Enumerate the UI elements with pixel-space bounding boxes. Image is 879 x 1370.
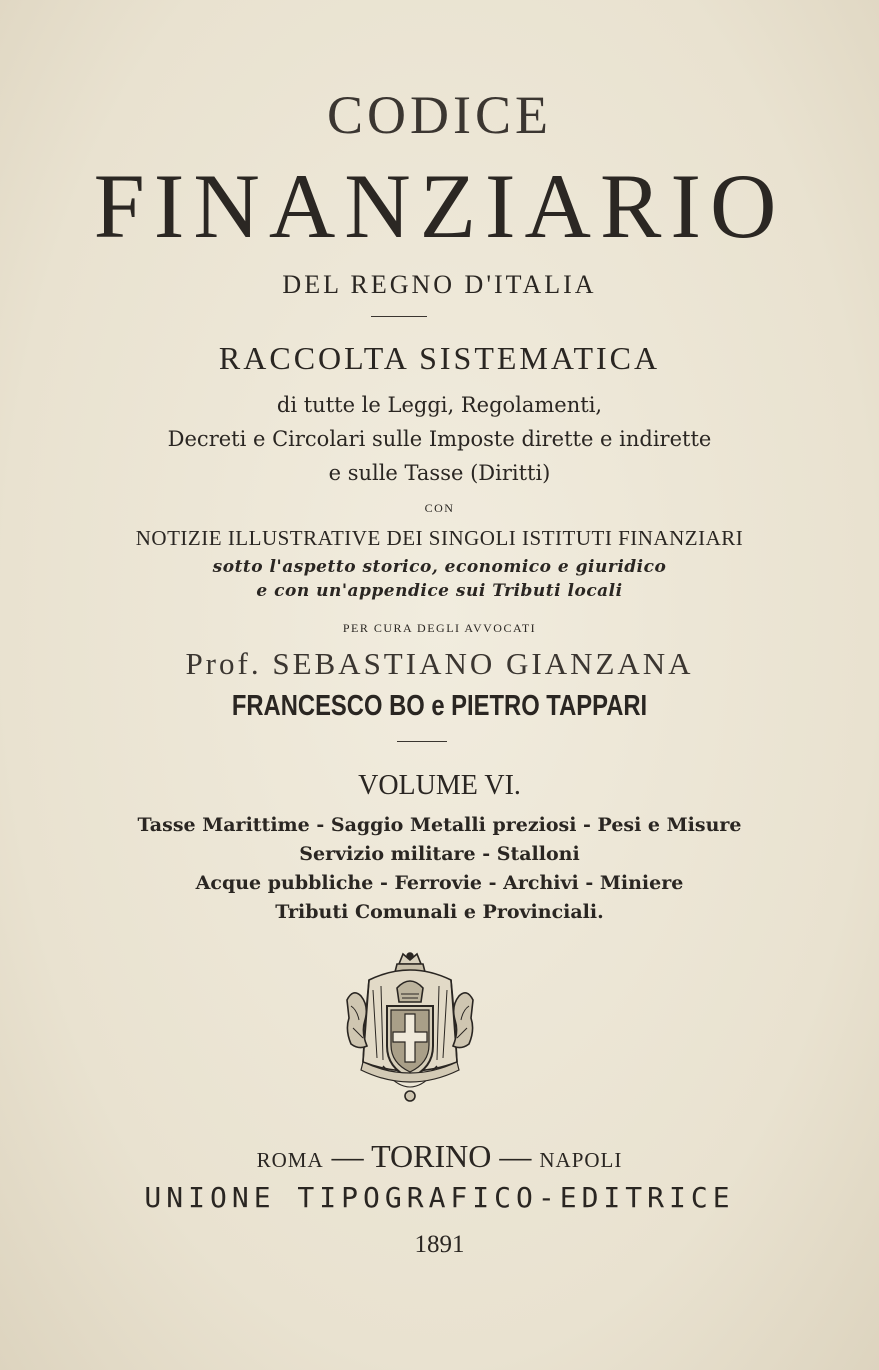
city-napoli: NAPOLI <box>539 1148 623 1172</box>
city-separator-2: — <box>491 1138 540 1174</box>
italic-line-1: sotto l'aspetto storico, economico e giuridico <box>212 557 667 577</box>
description-line-2: Decreti e Circolari sulle Imposte dirette e indirette <box>167 427 712 451</box>
notes-line: NOTIZIE ILLUSTRATIVE DEI SINGOLI ISTITUTI FINANZIARI <box>135 526 744 550</box>
royal-coat-of-arms-icon <box>339 950 481 1110</box>
con-label: CON <box>424 501 455 515</box>
description-line-1: di tutte le Leggi, Regolamenti, <box>276 393 603 417</box>
cities-line <box>0 1140 879 1172</box>
city-separator-1: — <box>323 1138 372 1174</box>
contents-line-1: Tasse Marittime - Saggio Metalli preziosi - Pesi e Misure <box>137 814 742 836</box>
publication-year: 1891 <box>414 1231 465 1258</box>
subtitle: RACCOLTA SISTEMATICA <box>218 340 661 376</box>
title-line-3: DEL REGNO D'ITALIA <box>282 270 597 299</box>
divider-rule-1 <box>371 316 427 317</box>
italic-line-2: e con un'appendice sui Tributi locali <box>256 581 623 601</box>
volume-label: VOLUME VI. <box>358 770 521 801</box>
description-line-3: e sulle Tasse (Diritti) <box>328 461 551 485</box>
per-cura-label: PER CURA DEGLI AVVOCATI <box>342 621 537 635</box>
contents-line-4: Tributi Comunali e Provinciali. <box>275 901 604 923</box>
author-2: FRANCESCO BO e PIETRO TAPPARI <box>231 690 648 722</box>
title-line-2: FINANZIARIO <box>93 155 786 257</box>
city-torino: TORINO <box>371 1138 492 1174</box>
author-1: Prof. SEBASTIANO GIANZANA <box>185 646 694 681</box>
divider-rule-2 <box>397 741 447 742</box>
contents-line-3: Acque pubbliche - Ferrovie - Archivi - Miniere <box>195 872 684 894</box>
title-line-1: CODICE <box>327 85 552 145</box>
publisher: UNIONE TIPOGRAFICO-EDITRICE <box>144 1181 735 1214</box>
contents-line-2: Servizio militare - Stalloni <box>299 843 580 865</box>
city-roma: ROMA <box>256 1148 324 1172</box>
